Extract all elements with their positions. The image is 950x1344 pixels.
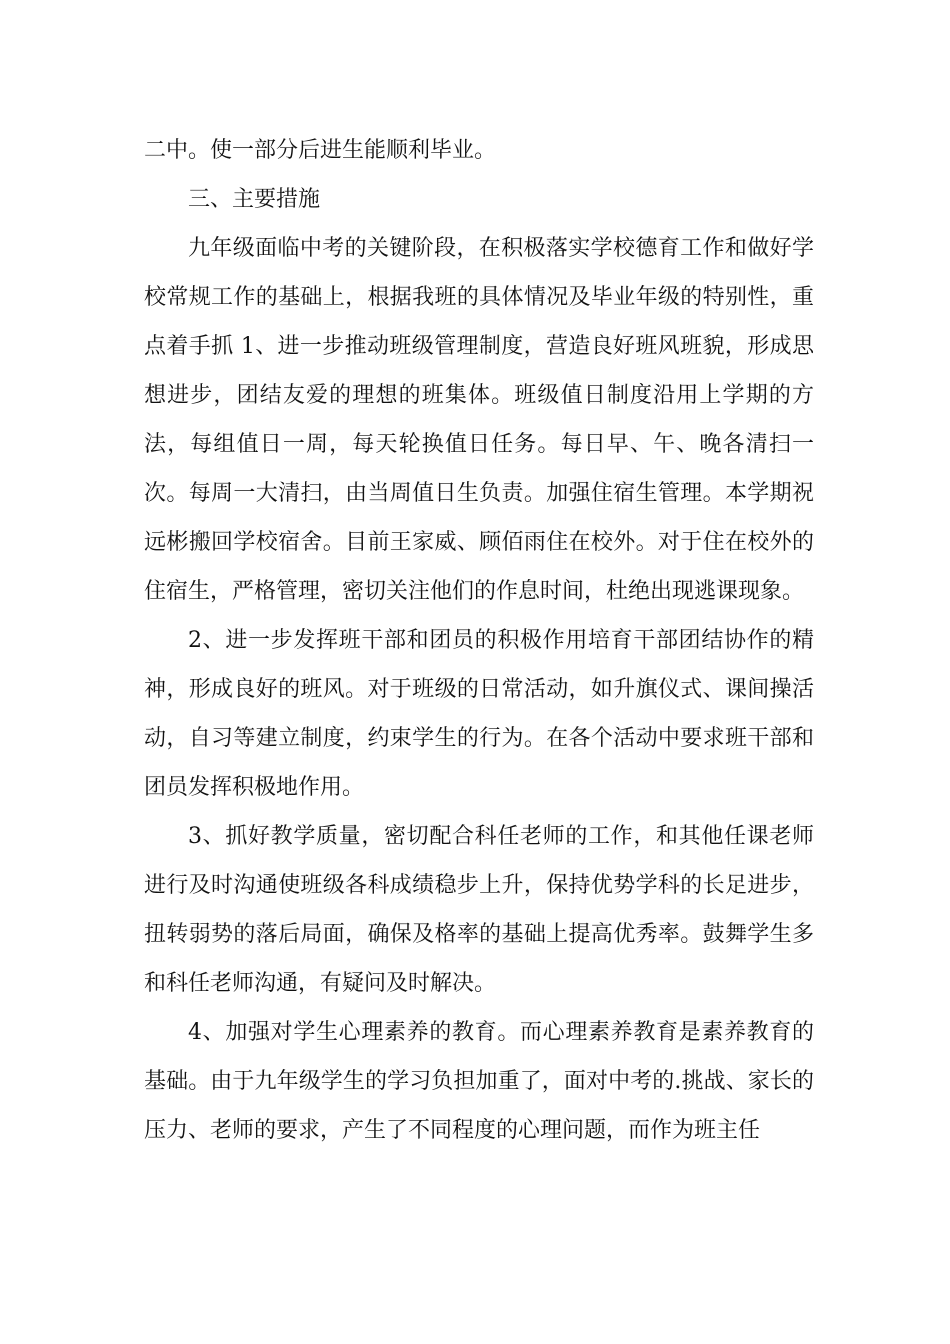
document-body xyxy=(144,126,814,1155)
section-heading: 三、主要措施 xyxy=(188,187,321,212)
paragraph-item-3: 3、抓好教学质量，密切配合科任老师的工作，和其他任课老师进行及时沟通使班级各科成绩稳步上升，保持优势学科的长足进步，扭转弱势的落后局面，确保及格率的基础上提高优秀率。鼓舞学生多和科任老师沟通，有疑问及时解决。 xyxy=(144,824,814,996)
paragraph-item-4: 4、加强对学生心理素养的教育。而心理素养教育是素养教育的基础。由于九年级学生的学习负担加重了，面对中考的.挑战、家长的压力、老师的要求，产生了不同程度的心理问题，而作为班主任 xyxy=(144,1020,814,1143)
paragraph-continuation: 二中。使一部分后进生能顺利毕业。 xyxy=(144,138,497,163)
paragraph-item-2: 2、进一步发挥班干部和团员的积极作用培育干部团结协作的精神，形成良好的班风。对于班级的日常活动，如升旗仪式、课间操活动，自习等建立制度，约束学生的行为。在各个活动中要求班干部和团员发挥积极地作用。 xyxy=(144,628,814,800)
paragraph-main-measures: 九年级面临中考的关键阶段，在积极落实学校德育工作和做好学校常规工作的基础上，根据我班的具体情况及毕业年级的特别性，重点着手抓 1、进一步推动班级管理制度，营造良好班风班貌，形成思想进步，团结友爱的理想的班集体。班级值日制度沿用上学期的方法，每组值日一周，每天轮换值日任务。每日早、午、晚各清扫一次。每周一大清扫，由当周值日生负责。加强住宿生管理。本学期祝远彬搬回学校宿舍。目前王家威、顾佰雨住在校外。对于住在校外的住宿生，严格管理，密切关注他们的作息时间，杜绝出现逃课现象。 xyxy=(144,236,814,604)
